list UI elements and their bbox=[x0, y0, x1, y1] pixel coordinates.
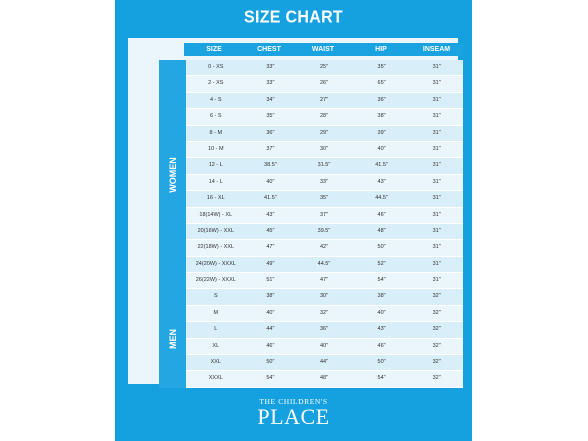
cell-hip: 43" bbox=[377, 326, 386, 333]
cell-waist: 47" bbox=[319, 277, 329, 284]
cell-hip: 41.5" bbox=[375, 162, 388, 169]
table-row bbox=[186, 60, 463, 76]
size-table bbox=[128, 38, 458, 384]
cell-size: 4 - S bbox=[209, 96, 222, 103]
cell-waist: 48" bbox=[319, 375, 329, 382]
cell-chest: 38" bbox=[266, 293, 275, 300]
cell-waist: 39.5" bbox=[317, 227, 331, 234]
cell-waist: 25" bbox=[319, 64, 329, 70]
cell-inseam: 31" bbox=[432, 260, 441, 267]
cell-waist: 26" bbox=[319, 80, 329, 87]
cell-hip: 50" bbox=[377, 244, 386, 251]
column-header-waist: WAIST bbox=[311, 45, 335, 54]
cell-hip: 38" bbox=[377, 113, 386, 120]
cell-inseam: 32" bbox=[432, 293, 441, 300]
table-row bbox=[186, 355, 463, 371]
table-row bbox=[186, 208, 463, 224]
cell-inseam: 31" bbox=[432, 80, 441, 87]
cell-inseam: 31" bbox=[432, 277, 441, 284]
cell-hip: 36" bbox=[377, 96, 386, 103]
cell-chest: 33" bbox=[266, 80, 275, 87]
table-row bbox=[186, 76, 463, 92]
cell-inseam: 32" bbox=[432, 326, 441, 333]
cell-inseam: 32" bbox=[432, 342, 441, 349]
cell-inseam: 31" bbox=[432, 162, 441, 169]
cell-size: 6 - S bbox=[209, 113, 222, 120]
cell-hip: 65" bbox=[377, 80, 386, 87]
cell-hip: 44.5" bbox=[375, 195, 388, 202]
cell-hip: 50" bbox=[377, 359, 386, 366]
table-row bbox=[186, 273, 463, 289]
cell-size: 8 - M bbox=[209, 129, 223, 136]
cell-size: 20(16W) - XXL bbox=[197, 227, 234, 234]
logo-top-line: THE CHILDREN'S bbox=[259, 397, 328, 406]
table-row bbox=[186, 289, 463, 305]
column-header-size: SIZE bbox=[206, 45, 222, 54]
cell-size: 16 - XL bbox=[206, 195, 225, 202]
cell-waist: 30" bbox=[319, 293, 329, 300]
table-row bbox=[186, 158, 463, 174]
cell-inseam: 31" bbox=[432, 244, 441, 251]
cell-hip: 35" bbox=[377, 64, 386, 70]
cell-hip: 54" bbox=[377, 277, 386, 284]
cell-chest: 51" bbox=[266, 277, 275, 284]
cell-size: 18(14W) - XL bbox=[199, 211, 233, 218]
table-row bbox=[186, 93, 463, 109]
cell-inseam: 31" bbox=[432, 195, 441, 202]
cell-chest: 38.5" bbox=[264, 162, 277, 169]
cell-waist: 37" bbox=[319, 211, 329, 218]
table-row bbox=[186, 142, 463, 158]
cell-waist: 42" bbox=[319, 244, 329, 251]
cell-size: 2 - XS bbox=[208, 80, 224, 87]
cell-hip: 46" bbox=[377, 211, 386, 218]
table-row bbox=[186, 224, 463, 240]
cell-inseam: 31" bbox=[432, 113, 441, 120]
cell-chest: 40" bbox=[266, 309, 275, 316]
cell-size: 0 - XS bbox=[208, 64, 224, 70]
cell-size: 14 - L bbox=[208, 178, 223, 185]
table-row bbox=[186, 322, 463, 338]
cell-waist: 28" bbox=[319, 113, 329, 120]
cell-size: 22(18W) - XXL bbox=[197, 244, 234, 251]
cell-inseam: 31" bbox=[432, 96, 441, 103]
logo-main-line: PLACE bbox=[257, 404, 330, 429]
cell-size: 24(20W) - XXXL bbox=[195, 260, 236, 267]
cell-size: 10 - M bbox=[207, 145, 224, 152]
cell-waist: 30" bbox=[319, 145, 329, 152]
cell-hip: 48" bbox=[377, 227, 386, 234]
section-band-men bbox=[159, 290, 186, 388]
cell-hip: 40" bbox=[377, 145, 386, 152]
cell-chest: 33" bbox=[266, 64, 275, 70]
cell-size: XXXL bbox=[208, 375, 223, 382]
table-row bbox=[186, 175, 463, 191]
cell-chest: 45" bbox=[266, 227, 275, 234]
cell-inseam: 32" bbox=[432, 359, 441, 366]
cell-size: S bbox=[213, 293, 218, 300]
column-header-inseam: INSEAM bbox=[422, 45, 451, 54]
table-row bbox=[186, 257, 463, 273]
cell-size: 26(22W) - XXXL bbox=[195, 277, 236, 284]
cell-waist: 44.5" bbox=[317, 260, 331, 267]
cell-waist: 40" bbox=[319, 342, 329, 349]
cell-waist: 33" bbox=[319, 178, 329, 185]
table-row bbox=[186, 191, 463, 207]
cell-inseam: 32" bbox=[432, 309, 441, 316]
cell-inseam: 31" bbox=[432, 227, 441, 234]
size-chart-panel bbox=[115, 0, 472, 441]
cell-inseam: 31" bbox=[432, 129, 441, 136]
cell-hip: 54" bbox=[377, 375, 386, 382]
cell-inseam: 31" bbox=[432, 145, 441, 152]
table-header bbox=[184, 43, 463, 56]
cell-chest: 41.5" bbox=[264, 195, 277, 202]
cell-size: L bbox=[214, 326, 218, 333]
cell-chest: 37" bbox=[266, 145, 275, 152]
cell-waist: 36" bbox=[319, 326, 329, 333]
cell-waist: 35" bbox=[319, 195, 329, 202]
cell-waist: 27" bbox=[319, 96, 329, 103]
cell-chest: 47" bbox=[266, 244, 275, 251]
table-row bbox=[186, 306, 463, 322]
cell-chest: 34" bbox=[266, 96, 275, 103]
cell-chest: 50" bbox=[266, 359, 275, 366]
cell-waist: 44" bbox=[319, 359, 329, 366]
table-row bbox=[186, 339, 463, 355]
cell-hip: 39" bbox=[377, 129, 386, 136]
cell-chest: 40" bbox=[266, 178, 275, 185]
cell-waist: 32" bbox=[319, 309, 329, 316]
cell-chest: 35" bbox=[266, 113, 275, 120]
cell-hip: 43" bbox=[377, 178, 386, 185]
table-row bbox=[186, 371, 463, 387]
table-body bbox=[186, 60, 463, 388]
column-header-hip: HIP bbox=[375, 45, 387, 54]
cell-hip: 40" bbox=[377, 309, 386, 316]
cell-inseam: 31" bbox=[432, 178, 441, 185]
cell-chest: 46" bbox=[266, 342, 275, 349]
cell-chest: 43" bbox=[266, 211, 275, 218]
cell-chest: 36" bbox=[266, 129, 275, 136]
section-band-women bbox=[159, 60, 186, 290]
table-row bbox=[186, 240, 463, 256]
section-label-women: WOMEN bbox=[167, 157, 178, 193]
cell-chest: 44" bbox=[266, 326, 275, 333]
cell-waist: 29" bbox=[319, 129, 329, 136]
section-label-men: MEN bbox=[167, 328, 178, 349]
cell-hip: 38" bbox=[377, 293, 386, 300]
cell-hip: 46" bbox=[377, 342, 386, 349]
cell-hip: 52" bbox=[377, 260, 386, 267]
cell-size: XL bbox=[212, 342, 220, 349]
cell-waist: 31.5" bbox=[317, 162, 331, 169]
table-row bbox=[186, 109, 463, 125]
cell-chest: 54" bbox=[266, 375, 275, 382]
cell-size: XXL bbox=[210, 359, 221, 366]
cell-inseam: 31" bbox=[432, 64, 441, 70]
page-title: SIZE CHART bbox=[244, 8, 343, 27]
column-header-chest: CHEST bbox=[257, 45, 281, 54]
cell-inseam: 31" bbox=[432, 211, 441, 218]
cell-inseam: 32" bbox=[432, 375, 441, 382]
brand-logo bbox=[115, 397, 472, 428]
cell-size: 12 - L bbox=[208, 162, 223, 169]
table-row bbox=[186, 126, 463, 142]
cell-chest: 49" bbox=[266, 260, 275, 267]
cell-size: M bbox=[213, 309, 219, 316]
